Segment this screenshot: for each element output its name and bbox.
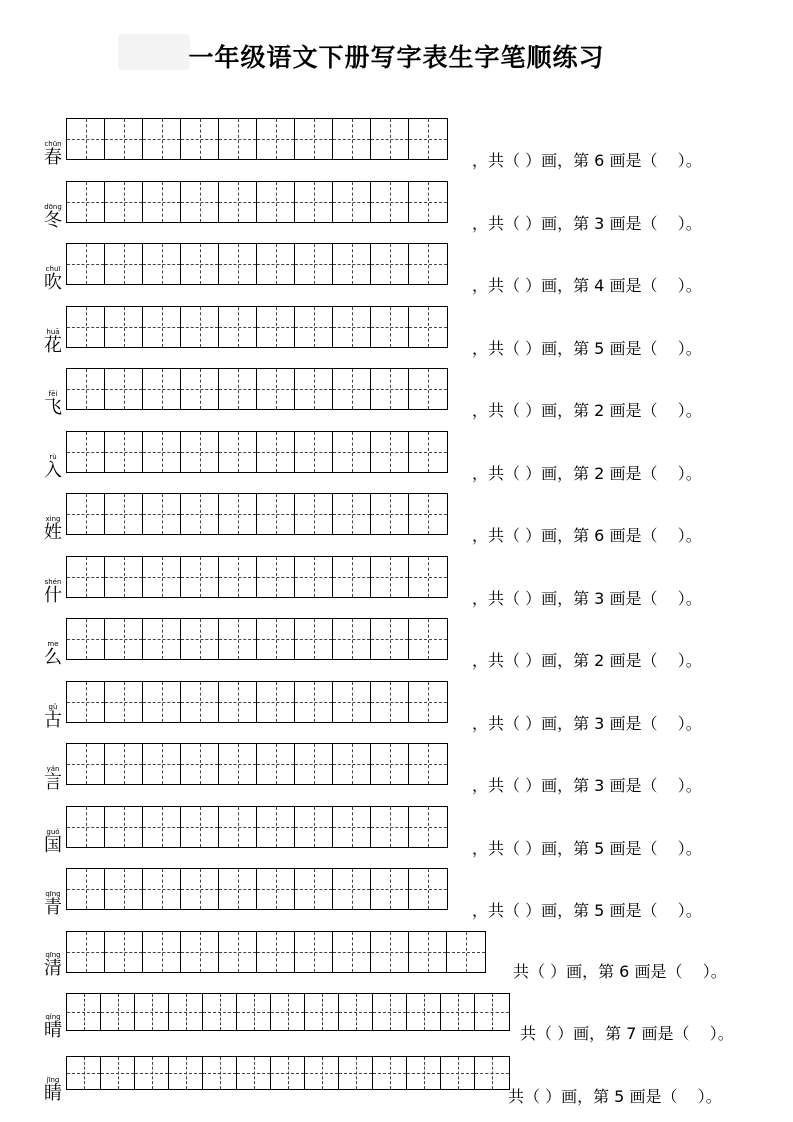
writing-grid[interactable] — [66, 493, 448, 535]
grid-cell[interactable] — [295, 494, 333, 534]
hanzi-label: 青 — [44, 897, 62, 918]
grid-cell[interactable] — [333, 182, 371, 222]
grid-cell[interactable] — [475, 1057, 509, 1089]
writing-grid[interactable] — [66, 618, 448, 660]
grid-cell[interactable] — [181, 307, 219, 347]
writing-grid[interactable] — [66, 993, 510, 1031]
grid-cell[interactable] — [181, 244, 219, 284]
hanzi-label: 言 — [44, 772, 62, 793]
grid-cell[interactable] — [67, 932, 105, 972]
writing-grid[interactable] — [66, 1056, 510, 1090]
grid-cell[interactable] — [257, 557, 295, 597]
grid-cell[interactable] — [219, 807, 257, 847]
grid-cell[interactable] — [203, 994, 237, 1030]
grid-cell[interactable] — [181, 432, 219, 472]
stroke-question: ，共（ ）画，第 5 画是（ ）。 — [472, 839, 702, 858]
grid-cell[interactable] — [371, 869, 409, 909]
pinyin-label: chuī — [45, 265, 61, 273]
writing-grid[interactable] — [66, 431, 448, 473]
grid-cell[interactable] — [371, 494, 409, 534]
hanzi-label: 古 — [44, 710, 62, 731]
grid-cell[interactable] — [67, 682, 105, 722]
grid-cell[interactable] — [219, 744, 257, 784]
grid-cell[interactable] — [333, 432, 371, 472]
grid-cell[interactable] — [105, 807, 143, 847]
stroke-question: ，共（ ）画，第 3 画是（ ）。 — [472, 214, 702, 233]
hanzi-label: 晴 — [44, 1020, 62, 1041]
grid-cell[interactable] — [181, 494, 219, 534]
grid-cell[interactable] — [219, 432, 257, 472]
grid-cell[interactable] — [181, 807, 219, 847]
writing-grid[interactable] — [66, 556, 448, 598]
grid-cell[interactable] — [181, 932, 219, 972]
writing-grid[interactable] — [66, 743, 448, 785]
grid-cell[interactable] — [67, 307, 105, 347]
stroke-question: ，共（ ）画，第 2 画是（ ）。 — [472, 401, 702, 420]
stroke-question: 共（ ）画，第 7 画是（ ）。 — [520, 1024, 734, 1043]
hanzi-label: 睛 — [44, 1083, 62, 1104]
grid-cell[interactable] — [67, 807, 105, 847]
grid-cell[interactable] — [219, 244, 257, 284]
grid-cell[interactable] — [257, 307, 295, 347]
pinyin-label: gǔ — [48, 703, 58, 711]
grid-cell[interactable] — [333, 619, 371, 659]
hanzi-label: 花 — [44, 335, 62, 356]
grid-cell[interactable] — [271, 1057, 305, 1089]
grid-cell[interactable] — [219, 494, 257, 534]
grid-cell[interactable] — [143, 744, 181, 784]
grid-cell[interactable] — [441, 1057, 475, 1089]
grid-cell[interactable] — [143, 182, 181, 222]
grid-cell[interactable] — [295, 119, 333, 159]
pinyin-label: qīng — [45, 890, 61, 898]
grid-cell[interactable] — [409, 494, 447, 534]
grid-cell[interactable] — [143, 807, 181, 847]
grid-cell[interactable] — [333, 494, 371, 534]
pinyin-label: chūn — [44, 140, 62, 148]
grid-cell[interactable] — [295, 182, 333, 222]
practice-row — [0, 181, 793, 231]
stroke-question: ，共（ ）画，第 3 画是（ ）。 — [472, 589, 702, 608]
grid-cell[interactable] — [257, 807, 295, 847]
grid-cell[interactable] — [67, 369, 105, 409]
grid-cell[interactable] — [409, 369, 447, 409]
grid-cell[interactable] — [143, 619, 181, 659]
writing-grid[interactable] — [66, 181, 448, 223]
grid-cell[interactable] — [105, 557, 143, 597]
pinyin-label: qíng — [45, 1013, 61, 1021]
pinyin-label: xìng — [45, 515, 61, 523]
grid-cell[interactable] — [219, 369, 257, 409]
grid-cell[interactable] — [333, 119, 371, 159]
grid-cell[interactable] — [143, 557, 181, 597]
grid-cell[interactable] — [295, 619, 333, 659]
grid-cell[interactable] — [143, 119, 181, 159]
grid-cell[interactable] — [105, 244, 143, 284]
grid-cell[interactable] — [257, 369, 295, 409]
grid-cell[interactable] — [447, 932, 485, 972]
writing-grid[interactable] — [66, 681, 448, 723]
practice-row — [0, 368, 793, 418]
grid-cell[interactable] — [67, 744, 105, 784]
pinyin-label: me — [47, 640, 59, 648]
grid-cell[interactable] — [373, 1057, 407, 1089]
stroke-question: ，共（ ）画，第 4 画是（ ）。 — [472, 276, 702, 295]
grid-cell[interactable] — [105, 119, 143, 159]
grid-cell[interactable] — [339, 1057, 373, 1089]
grid-cell[interactable] — [333, 744, 371, 784]
stroke-question: ，共（ ）画，第 3 画是（ ）。 — [472, 776, 702, 795]
pinyin-label: dōng — [44, 203, 62, 211]
pinyin-label: jīng — [46, 1076, 60, 1084]
grid-cell[interactable] — [409, 244, 447, 284]
pinyin-label: guó — [46, 828, 60, 836]
stroke-question: ，共（ ）画，第 3 画是（ ）。 — [472, 714, 702, 733]
hanzi-label: 入 — [44, 460, 62, 481]
grid-cell[interactable] — [105, 682, 143, 722]
writing-grid[interactable] — [66, 868, 448, 910]
grid-cell[interactable] — [257, 619, 295, 659]
grid-cell[interactable] — [371, 557, 409, 597]
grid-cell[interactable] — [441, 994, 475, 1030]
hanzi-label: 冬 — [44, 210, 62, 231]
grid-cell[interactable] — [105, 869, 143, 909]
writing-grid[interactable] — [66, 931, 486, 973]
grid-cell[interactable] — [181, 744, 219, 784]
writing-grid[interactable] — [66, 243, 448, 285]
stroke-question: ，共（ ）画，第 6 画是（ ）。 — [472, 151, 702, 170]
hanzi-label: 国 — [44, 835, 62, 856]
grid-cell[interactable] — [67, 1057, 101, 1089]
grid-cell[interactable] — [105, 744, 143, 784]
grid-cell[interactable] — [371, 307, 409, 347]
hanzi-label: 姓 — [44, 522, 62, 543]
stroke-question: ，共（ ）画，第 2 画是（ ）。 — [472, 464, 702, 483]
grid-cell[interactable] — [295, 244, 333, 284]
grid-cell[interactable] — [219, 619, 257, 659]
practice-row — [0, 1056, 793, 1106]
grid-cell[interactable] — [333, 682, 371, 722]
grid-cell[interactable] — [295, 307, 333, 347]
grid-cell[interactable] — [407, 1057, 441, 1089]
grid-cell[interactable] — [409, 932, 447, 972]
grid-cell[interactable] — [295, 744, 333, 784]
practice-row — [0, 306, 793, 356]
grid-cell[interactable] — [371, 619, 409, 659]
grid-cell[interactable] — [237, 994, 271, 1030]
writing-grid[interactable] — [66, 806, 448, 848]
practice-row — [0, 431, 793, 481]
grid-cell[interactable] — [67, 557, 105, 597]
grid-cell[interactable] — [257, 182, 295, 222]
grid-cell[interactable] — [371, 682, 409, 722]
grid-cell[interactable] — [135, 994, 169, 1030]
grid-cell[interactable] — [257, 932, 295, 972]
pinyin-label: rù — [49, 453, 57, 461]
grid-cell[interactable] — [305, 1057, 339, 1089]
grid-cell[interactable] — [203, 1057, 237, 1089]
grid-cell[interactable] — [257, 682, 295, 722]
grid-cell[interactable] — [295, 869, 333, 909]
pinyin-label: fēi — [48, 390, 58, 398]
grid-cell[interactable] — [339, 994, 373, 1030]
practice-row — [0, 118, 793, 168]
grid-cell[interactable] — [181, 182, 219, 222]
grid-cell[interactable] — [219, 182, 257, 222]
hanzi-label: 飞 — [44, 397, 62, 418]
grid-cell[interactable] — [67, 432, 105, 472]
grid-cell[interactable] — [257, 869, 295, 909]
stroke-question: ，共（ ）画，第 2 画是（ ）。 — [472, 651, 702, 670]
grid-cell[interactable] — [143, 244, 181, 284]
grid-cell[interactable] — [181, 682, 219, 722]
grid-cell[interactable] — [105, 432, 143, 472]
practice-row — [0, 868, 793, 918]
grid-cell[interactable] — [295, 369, 333, 409]
grid-cell[interactable] — [67, 182, 105, 222]
grid-cell[interactable] — [219, 557, 257, 597]
pinyin-label: yán — [46, 765, 60, 773]
grid-cell[interactable] — [305, 994, 339, 1030]
grid-cell[interactable] — [271, 994, 305, 1030]
grid-cell[interactable] — [219, 307, 257, 347]
grid-cell[interactable] — [333, 557, 371, 597]
hanzi-label: 吹 — [44, 272, 62, 293]
grid-cell[interactable] — [219, 682, 257, 722]
grid-cell[interactable] — [105, 932, 143, 972]
grid-cell[interactable] — [295, 682, 333, 722]
grid-cell[interactable] — [143, 307, 181, 347]
hanzi-label: 么 — [44, 647, 62, 668]
grid-cell[interactable] — [475, 994, 509, 1030]
writing-grid[interactable] — [66, 118, 448, 160]
grid-cell[interactable] — [371, 244, 409, 284]
grid-cell[interactable] — [67, 494, 105, 534]
grid-cell[interactable] — [237, 1057, 271, 1089]
grid-cell[interactable] — [333, 807, 371, 847]
grid-cell[interactable] — [105, 619, 143, 659]
grid-cell[interactable] — [371, 119, 409, 159]
grid-cell[interactable] — [67, 869, 105, 909]
grid-cell[interactable] — [373, 994, 407, 1030]
grid-cell[interactable] — [143, 432, 181, 472]
grid-cell[interactable] — [295, 432, 333, 472]
grid-cell[interactable] — [333, 369, 371, 409]
practice-row — [0, 618, 793, 668]
practice-row — [0, 243, 793, 293]
grid-cell[interactable] — [409, 619, 447, 659]
grid-cell[interactable] — [101, 1057, 135, 1089]
practice-row — [0, 493, 793, 543]
grid-cell[interactable] — [181, 619, 219, 659]
grid-cell[interactable] — [409, 869, 447, 909]
grid-cell[interactable] — [101, 994, 135, 1030]
stroke-question: ，共（ ）画，第 5 画是（ ）。 — [472, 901, 702, 920]
grid-cell[interactable] — [219, 932, 257, 972]
practice-row — [0, 931, 793, 981]
grid-cell[interactable] — [409, 119, 447, 159]
stroke-question: ，共（ ）画，第 6 画是（ ）。 — [472, 526, 702, 545]
stroke-question: 共（ ）画，第 5 画是（ ）。 — [508, 1087, 722, 1106]
grid-cell[interactable] — [219, 869, 257, 909]
grid-cell[interactable] — [143, 869, 181, 909]
grid-cell[interactable] — [333, 869, 371, 909]
grid-cell[interactable] — [371, 369, 409, 409]
grid-cell[interactable] — [169, 1057, 203, 1089]
grid-cell[interactable] — [181, 369, 219, 409]
grid-cell[interactable] — [409, 182, 447, 222]
grid-cell[interactable] — [105, 369, 143, 409]
grid-cell[interactable] — [143, 682, 181, 722]
grid-cell[interactable] — [371, 807, 409, 847]
grid-cell[interactable] — [371, 432, 409, 472]
grid-cell[interactable] — [371, 182, 409, 222]
grid-cell[interactable] — [219, 119, 257, 159]
pinyin-label: qīng — [45, 951, 61, 959]
grid-cell[interactable] — [67, 119, 105, 159]
grid-cell[interactable] — [409, 432, 447, 472]
grid-cell[interactable] — [333, 932, 371, 972]
grid-cell[interactable] — [257, 244, 295, 284]
grid-cell[interactable] — [407, 994, 441, 1030]
grid-cell[interactable] — [295, 932, 333, 972]
pinyin-label: huā — [46, 328, 60, 336]
grid-cell[interactable] — [409, 682, 447, 722]
writing-grid[interactable] — [66, 368, 448, 410]
grid-cell[interactable] — [257, 744, 295, 784]
grid-cell[interactable] — [181, 119, 219, 159]
stroke-question: ，共（ ）画，第 5 画是（ ）。 — [472, 339, 702, 358]
grid-cell[interactable] — [257, 494, 295, 534]
grid-cell[interactable] — [409, 307, 447, 347]
grid-cell[interactable] — [67, 994, 101, 1030]
grid-cell[interactable] — [169, 994, 203, 1030]
grid-cell[interactable] — [371, 932, 409, 972]
hanzi-label: 什 — [44, 585, 62, 606]
grid-cell[interactable] — [181, 557, 219, 597]
practice-row — [0, 993, 793, 1043]
grid-cell[interactable] — [333, 244, 371, 284]
grid-cell[interactable] — [295, 807, 333, 847]
writing-grid[interactable] — [66, 306, 448, 348]
grid-cell[interactable] — [105, 182, 143, 222]
grid-cell[interactable] — [333, 307, 371, 347]
grid-cell[interactable] — [105, 307, 143, 347]
grid-cell[interactable] — [67, 619, 105, 659]
practice-row — [0, 681, 793, 731]
grid-cell[interactable] — [143, 932, 181, 972]
grid-cell[interactable] — [409, 744, 447, 784]
stroke-question: 共（ ）画，第 6 画是（ ）。 — [513, 962, 727, 981]
grid-cell[interactable] — [105, 494, 143, 534]
grid-cell[interactable] — [409, 807, 447, 847]
grid-cell[interactable] — [257, 119, 295, 159]
pinyin-label: shén — [44, 578, 62, 586]
practice-row — [0, 556, 793, 606]
grid-cell[interactable] — [409, 557, 447, 597]
hanzi-label: 春 — [44, 147, 62, 168]
grid-cell[interactable] — [181, 869, 219, 909]
grid-cell[interactable] — [295, 557, 333, 597]
hanzi-label: 清 — [44, 958, 62, 979]
grid-cell[interactable] — [143, 494, 181, 534]
grid-cell[interactable] — [67, 244, 105, 284]
practice-row — [0, 806, 793, 856]
practice-row — [0, 743, 793, 793]
grid-cell[interactable] — [257, 432, 295, 472]
grid-cell[interactable] — [135, 1057, 169, 1089]
page-title: 一年级语文下册写字表生字笔顺练习 — [188, 43, 605, 72]
grid-cell[interactable] — [143, 369, 181, 409]
grid-cell[interactable] — [371, 744, 409, 784]
